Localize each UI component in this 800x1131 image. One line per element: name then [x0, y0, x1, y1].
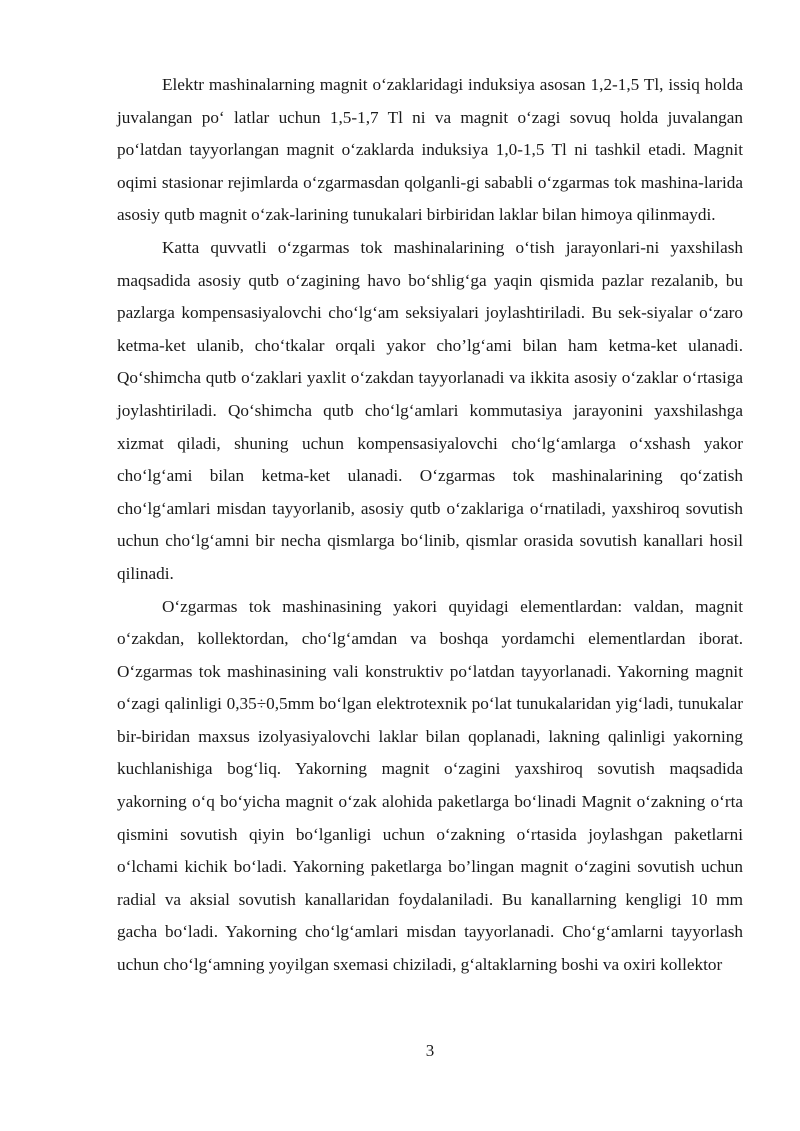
paragraph-armature-elements: O‘zgarmas tok mashinasining yakori quyidagi elementlardan: valdan, magnit o‘zakdan, kollektordan, cho‘lg‘amdan va boshqa yordamchi elementlardan iborat. O‘zgarmas tok mashinasining vali konstruktiv po‘latdan tayyorlanadi. Yakorning magnit o‘zagi qalinligi 0,35÷0,5mm bo‘lgan elektrotexnik po‘lat tunukalaridan yig‘ladi, tunukalar bir-biridan maxsus izolyasiyalovchi laklar bilan qoplanadi, lakning qalinligi yakorning kuchlanishiga bog‘liq. Yakorning magnit o‘zagini yaxshiroq sovutish maqsadida yakorning o‘q bo‘yicha magnit o‘zak alohida paketlarga bo‘linadi Magnit o‘zakning o‘rta qismini sovutish qiyin bo‘lganligi uchun o‘zakning o‘rtasida joylashgan paketlarni o‘lchami kichik bo‘ladi. Yakorning paketlarga bo’lingan magnit o‘zagini sovutish uchun radial va aksial sovutish kanallaridan foydalaniladi. Bu kanallarning kengligi 10 mm gacha bo‘ladi. Yakorning cho‘lg‘amlari misdan tayyorlanadi. Cho‘g‘amlarni tayyorlash uchun cho‘lg‘amning yoyilgan sxemasi chiziladi, g‘altaklarning boshi va oxiri kollektor — [117, 596, 743, 975]
paragraph-compensating-winding: Katta quvvatli o‘zgarmas tok mashinalarining o‘tish jarayonlari-ni yaxshilash maqsadida asosiy qutb o‘zagining havo bo‘shlig‘ga yaqin qismida pazlar rezalanib, bu pazlarga kompensasiyalovchi cho‘lg‘am seksiyalari joylashtiriladi. Bu sek-siyalar o‘zaro ketma-ket ulanib, cho‘tkalar orqali yakor cho’lg‘ami bilan ham ketma-ket ulanadi. Qo‘shimcha qutb o‘zaklari yaxlit o‘zakdan tayyorlanadi va ikkita asosiy o‘zaklar o‘rtasiga joylashtiriladi. Qo‘shimcha qutb cho‘lg‘amlari kommutasiya jarayonini yaxshilashga xizmat qiladi, shuning uchun kompensasiyalovchi cho‘lg‘amlarga o‘xshash yakor cho‘lg‘ami bilan ketma-ket ulanadi. O‘zgarmas tok mashinalarining qo‘zatish cho‘lg‘amlari misdan tayyorlanib, asosiy qutb o‘zaklariga o‘rnatiladi, yaxshiroq sovutish uchun cho‘lg‘amni bir necha qismlarga bo‘linib, qismlar orasida sovutish kanallari hosil qilinadi. — [117, 237, 743, 583]
body-text — [117, 69, 743, 982]
page-number: 3 — [425, 1041, 435, 1060]
paragraph-magnetic-induction: Elektr mashinalarning magnit o‘zaklaridagi induksiya asosan 1,2-1,5 Tl, issiq holda juvalangan po‘ latlar uchun 1,5-1,7 Tl ni va magnit o‘zagi sovuq holda juvalangan po‘latdan tayyorlangan magnit o‘zaklarda induksiya 1,0-1,5 Tl ni tashkil etadi. Magnit oqimi stasionar rejimlarda o‘zgarmasdan qolganli-gi sababli o‘zgarmas tok mashina-larida asosiy qutb magnit o‘zak-larining tunukalari birbiridan laklar bilan himoya qilinmaydi. — [117, 75, 743, 225]
